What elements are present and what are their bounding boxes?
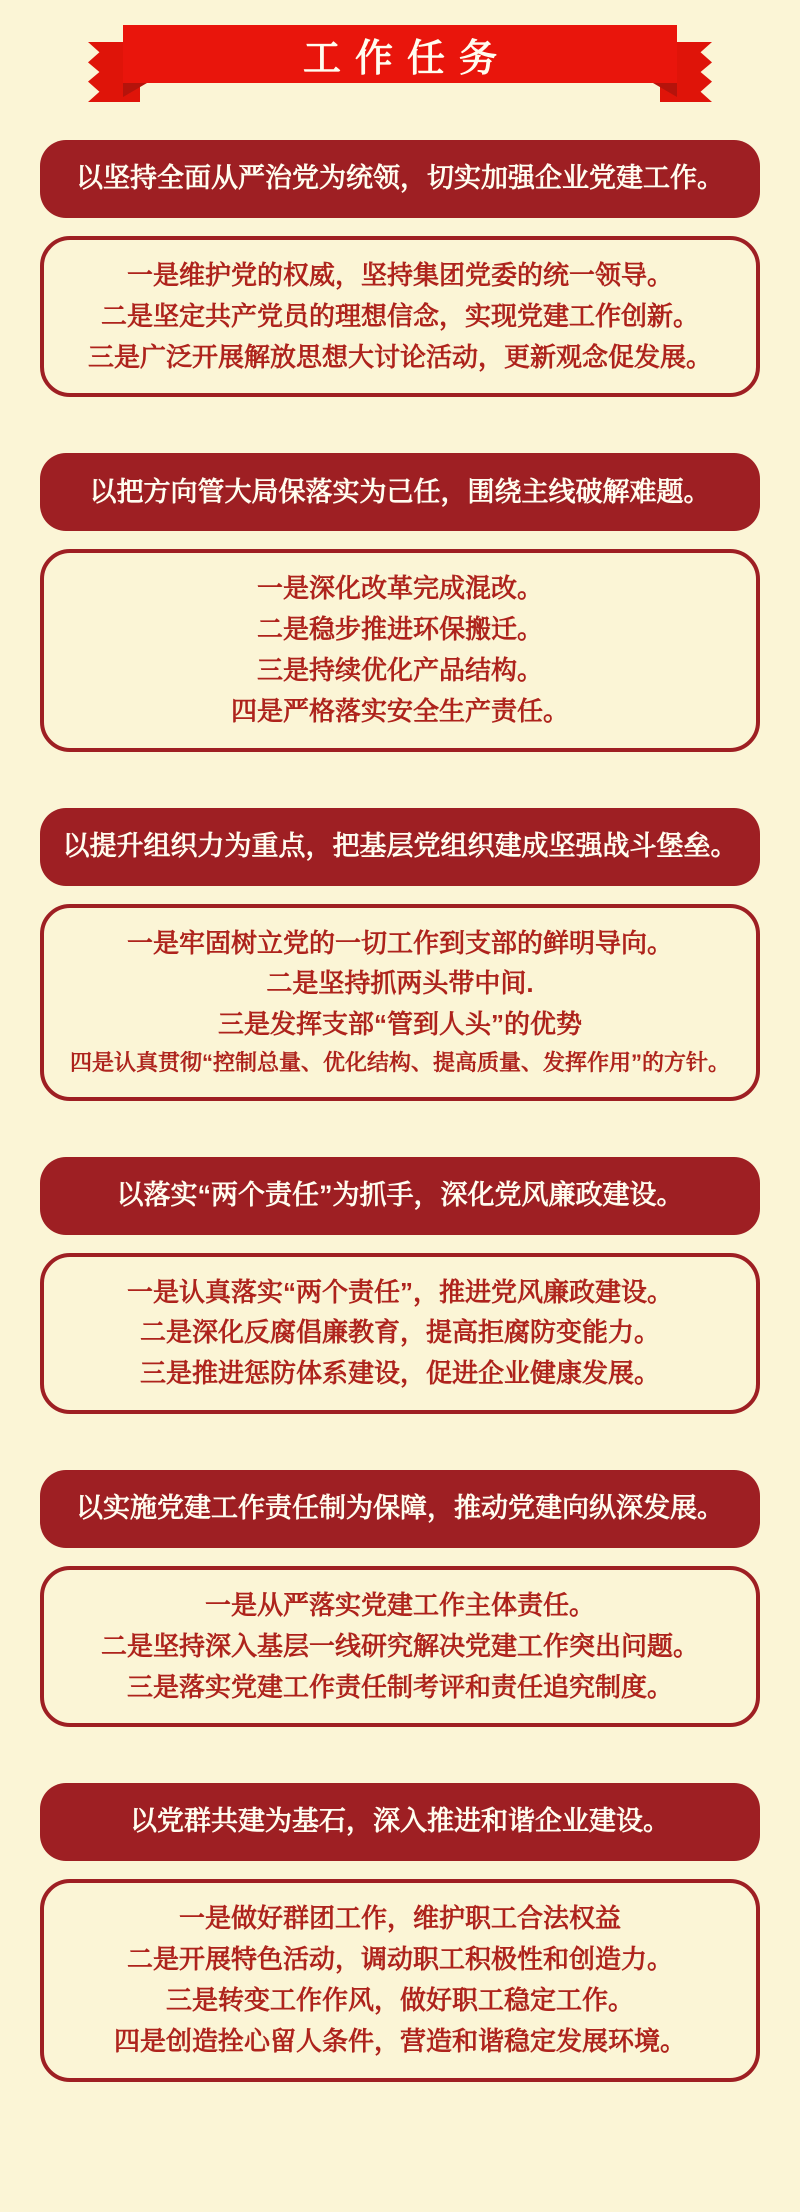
task-item: 三是推进惩防体系建设，促进企业健康发展。 [139,1358,660,1389]
section-items-box [40,904,760,1101]
ribbon-fold-left [123,83,147,97]
title-ribbon [40,0,760,102]
task-item: 一是维护党的权威，坚持集团党委的统一领导。 [126,260,673,290]
section-items-box [40,1253,760,1414]
ribbon-fold-right [653,83,677,97]
task-item: 二是坚持深入基层一线研究解决党建工作突出问题。 [100,1630,699,1661]
task-item: 四是创造拴心留人条件，营造和谐稳定发展环境。 [113,2025,686,2056]
section-header: 以党群共建为基石，深入推进和谐企业建设。 [40,1783,760,1861]
page-title: 工作任务 [123,25,677,83]
task-item: 三是发挥支部“管到人头”的优势 [217,1009,582,1040]
task-section [40,1157,760,1414]
sections-container [40,140,760,2082]
task-section [40,140,760,397]
section-header: 以提升组织力为重点，把基层党组织建成坚强战斗堡垒。 [40,808,760,886]
task-item: 三是持续优化产品结构。 [256,654,543,685]
task-section [40,1470,760,1727]
task-item: 三是转变工作作风，做好职工稳定工作。 [165,1984,634,2015]
section-items-box [40,549,760,751]
section-header: 以实施党建工作责任制为保障，推动党建向纵深发展。 [40,1470,760,1548]
section-header: 以落实“两个责任”为抓手，深化党风廉政建设。 [40,1157,760,1235]
section-items-box [40,1879,760,2081]
section-header: 以坚持全面从严治党为统领，切实加强企业党建工作。 [40,140,760,218]
task-item: 二是坚持抓两头带中间. [266,968,534,999]
section-items-box [40,1566,760,1727]
task-item: 二是开展特色活动，调动职工积极性和创造力。 [126,1944,673,1975]
task-item: 一是做好群团工作，维护职工合法权益 [178,1903,621,1934]
task-section [40,1783,760,2081]
task-item: 三是落实党建工作责任制考评和责任追究制度。 [126,1671,673,1702]
task-item: 一是从严落实党建工作主体责任。 [204,1589,595,1620]
task-item: 三是广泛开展解放思想大讨论活动，更新观念促发展。 [87,341,712,372]
task-item: 二是坚定共产党员的理想信念，实现党建工作创新。 [100,300,699,331]
task-item: 四是严格落实安全生产责任。 [230,695,569,726]
task-item: 二是稳步推进环保搬迁。 [256,614,543,645]
section-items-box [40,236,760,397]
task-section [40,808,760,1101]
task-item: 一是牢固树立党的一切工作到支部的鲜明导向。 [126,927,673,958]
task-item: 一是深化改革完成混改。 [256,573,543,604]
task-item: 四是认真贯彻“控制总量、优化结构、提高质量、发挥作用”的方针。 [69,1049,730,1075]
section-header: 以把方向管大局保落实为己任，围绕主线破解难题。 [40,453,760,531]
task-section [40,453,760,751]
task-item: 二是深化反腐倡廉教育，提高拒腐防变能力。 [139,1317,660,1348]
task-item: 一是认真落实“两个责任”，推进党风廉政建设。 [126,1276,673,1307]
